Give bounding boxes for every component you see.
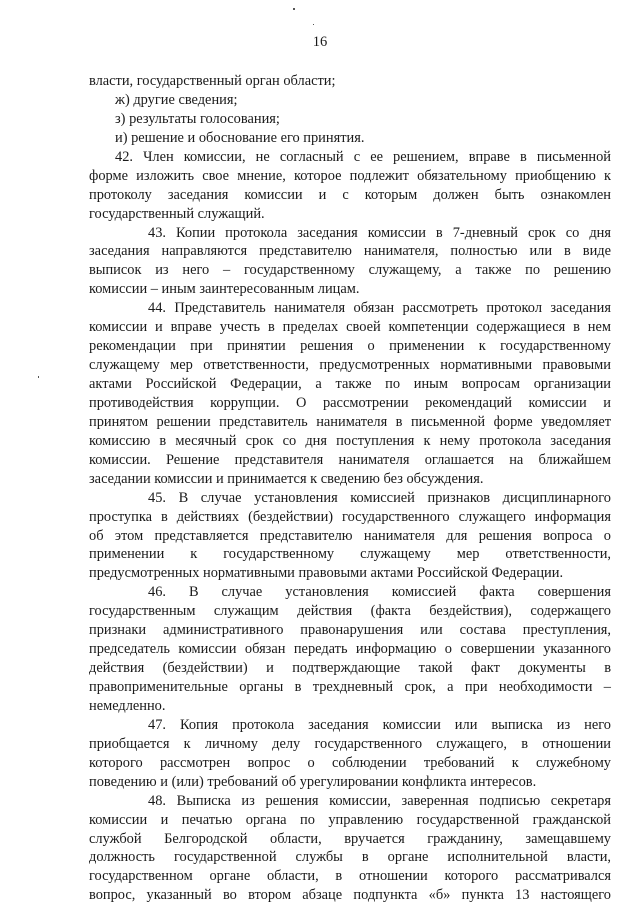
text-line: комиссии и печатью органа по управлению государственной гражданской	[89, 811, 611, 828]
text-line: противодействия коррупции. О рассмотрении рекомендаций комиссии и	[89, 394, 611, 411]
text-line: 42. Член комиссии, не согласный с ее решением, вправе в письменной	[115, 148, 611, 165]
text-line: форме изложить свое мнение, которое подлежит обязательному приобщению к	[89, 167, 611, 184]
text-line: признаки административного правонарушения или состава преступления,	[89, 622, 611, 639]
text-line: комиссию в месячный срок со дня поступления к нему протокола заседания	[89, 432, 611, 449]
text-line: государственным служащим действия (факта бездействия), содержащего	[89, 603, 611, 620]
text-line: 45. В случае установления комиссией признаков дисциплинарного	[148, 489, 611, 506]
text-line: выписок из него – государственному служащему, а также по решению	[89, 262, 611, 279]
scan-speck	[313, 24, 314, 25]
text-line: приобщается к личному делу государственного служащего, в отношении	[89, 735, 611, 752]
text-line: вопрос, указанный во втором абзаце подпункта «б» пункта 13 настоящего	[89, 887, 611, 904]
text-line: 47. Копия протокола заседания комиссии или выписка из него	[148, 716, 611, 733]
text-line: применении к государственному служащему мер ответственности,	[89, 546, 611, 563]
text-line: принятом решении представитель нанимателя в письменной форме уведомляет	[89, 413, 611, 430]
text-line: правоприменительные органы в трехдневный срок, а при необходимости –	[89, 679, 611, 695]
text-line: служащему мер ответственности, предусмотренных нормативными правовыми	[89, 357, 611, 374]
text-line: комиссии и вправе учесть в пределах своей компетенции содержащиеся в нем	[89, 319, 611, 336]
text-line: актами Российской Федерации, а также по иным вопросам организации	[89, 376, 611, 392]
text-line: государственном органе области, в отношении которого рассматривался	[89, 868, 611, 885]
text-line: службой Белгородской области, вручается гражданину, замещавшему	[89, 830, 611, 847]
text-line: 43. Копии протокола заседания комиссии в 7-дневный срок со дня	[148, 224, 611, 241]
text-line: 48. Выписка из решения комиссии, заверенная подписью секретаря	[148, 792, 611, 809]
text-line: протоколу заседания комиссии и с которым должен быть ознакомлен	[89, 186, 611, 203]
text-line: комиссии – иным заинтересованным лицам.	[89, 281, 360, 298]
text-line: ж) другие сведения;	[115, 91, 238, 108]
text-line: действия (бездействии) и подтверждающие такой факт документы в	[89, 660, 611, 677]
scan-speck	[38, 376, 39, 378]
text-line: проступка в действиях (бездействии) государственного служащего информация	[89, 508, 611, 525]
text-line: власти, государственный орган области;	[89, 73, 336, 89]
scan-speck	[293, 8, 295, 10]
text-line: 44. Представитель нанимателя обязан рассмотреть протокол заседания	[148, 300, 611, 317]
text-line: комиссии. Решение представителя нанимателя оглашается на ближайшем	[89, 451, 611, 468]
text-line: об этом представляется представителю нанимателя для решения вопроса о	[89, 527, 611, 544]
page-number: 16	[312, 34, 328, 50]
text-line: з) результаты голосования;	[115, 110, 280, 127]
text-line: должность государственной службы в органе исполнительной власти,	[89, 849, 611, 866]
text-line: предусмотренных нормативными правовыми актами Российской Федерации.	[89, 565, 564, 582]
text-line: государственный служащий.	[89, 205, 265, 222]
text-line: которого рассмотрен вопрос о соблюдении требований к служебному	[89, 754, 611, 771]
text-line: заседании комиссии и принимается к сведению без обсуждения.	[89, 470, 484, 487]
document-body	[89, 72, 611, 905]
text-line: рекомендации при принятии решения о применении к государственному	[89, 338, 611, 355]
text-line: заседания направляются представителю нанимателя, полностью или в виде	[89, 243, 611, 260]
text-line: и) решение и обоснование его принятия.	[115, 129, 365, 146]
text-line: поведению и (или) требований об урегулировании конфликта интересов.	[89, 773, 537, 790]
text-line: немедленно.	[89, 697, 166, 714]
text-line: 46. В случае установления комиссией факта совершения	[148, 584, 611, 601]
text-line: председатель комиссии обязан передать информацию о совершении указанного	[89, 641, 611, 658]
